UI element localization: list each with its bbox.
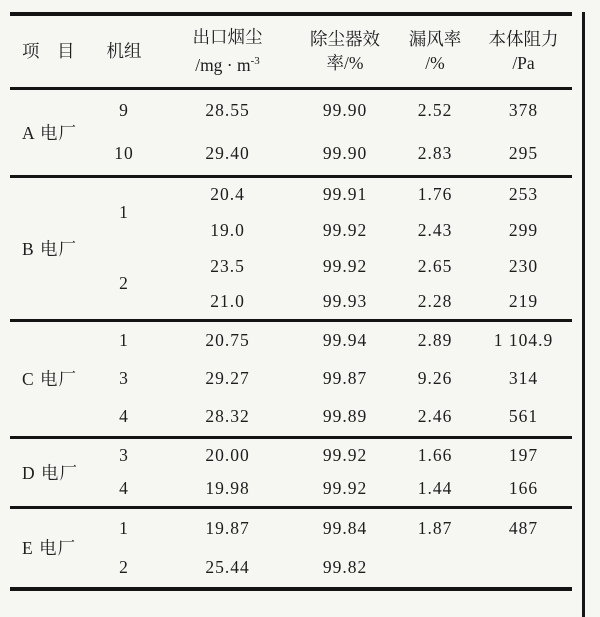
header-unit-label: 机组 bbox=[106, 41, 142, 62]
header-item bbox=[10, 14, 88, 88]
section-plant-c bbox=[10, 320, 572, 437]
table-row bbox=[10, 507, 572, 548]
resistance-cell bbox=[475, 548, 572, 589]
dust-cell: 21.0 bbox=[210, 290, 245, 311]
header-leak-rate-title: 漏风率 bbox=[408, 29, 462, 50]
dust-cell: 20.75 bbox=[160, 320, 295, 359]
resistance-cell: 230 bbox=[508, 255, 539, 276]
table-row bbox=[10, 320, 572, 359]
dust-cell: 25.44 bbox=[205, 557, 250, 577]
efficiency-cell: 99.92 bbox=[295, 437, 395, 472]
header-leak-rate bbox=[395, 14, 475, 88]
leak-cell: 1.76 bbox=[395, 176, 475, 212]
table-row bbox=[10, 472, 572, 507]
plant-emission-table bbox=[10, 12, 572, 591]
efficiency-cell: 99.87 bbox=[322, 368, 368, 388]
efficiency-cell: 99.89 bbox=[322, 406, 368, 427]
resistance-cell: 1 104.9 bbox=[475, 320, 572, 359]
table-row bbox=[10, 248, 572, 284]
section-plant-d bbox=[10, 437, 572, 507]
dust-cell: 29.40 bbox=[205, 142, 250, 163]
table-row bbox=[10, 359, 572, 398]
unit-cell: 9 bbox=[88, 88, 160, 132]
dust-cell: 28.55 bbox=[160, 88, 295, 132]
section-plant-a bbox=[10, 88, 572, 176]
header-outlet-dust-unit bbox=[160, 49, 295, 77]
unit-cell: 1 bbox=[88, 320, 160, 359]
table-header bbox=[10, 14, 572, 88]
table-row bbox=[10, 398, 572, 437]
efficiency-cell: 99.92 bbox=[322, 478, 368, 499]
leak-cell: 2.43 bbox=[417, 219, 453, 240]
dust-cell: 20.4 bbox=[160, 176, 295, 212]
plant-cell: C 电厂 bbox=[10, 320, 88, 437]
resistance-cell: 166 bbox=[508, 478, 539, 499]
table-row bbox=[10, 88, 572, 132]
table-row bbox=[10, 437, 572, 472]
header-item-label: 项 目 bbox=[22, 41, 75, 62]
unit-cell: 1 bbox=[88, 507, 160, 548]
leak-cell: 2.52 bbox=[395, 88, 475, 132]
resistance-cell: 561 bbox=[508, 406, 539, 427]
plant-cell: A 电厂 bbox=[10, 88, 88, 176]
resistance-cell: 314 bbox=[508, 368, 539, 388]
header-efficiency-title: 除尘器效 bbox=[310, 29, 380, 50]
dust-cell: 19.98 bbox=[205, 478, 250, 499]
unit-cell: 4 bbox=[119, 478, 129, 499]
resistance-cell: 253 bbox=[475, 176, 572, 212]
unit-cell: 3 bbox=[88, 437, 160, 472]
dust-cell: 19.0 bbox=[210, 219, 245, 240]
header-efficiency-unit: 率/% bbox=[326, 53, 364, 74]
header-resistance bbox=[475, 14, 572, 88]
unit-cell: 1 bbox=[88, 176, 160, 248]
dust-cell: 29.27 bbox=[205, 368, 250, 388]
leak-cell: 2.65 bbox=[417, 255, 453, 276]
section-plant-e bbox=[10, 507, 572, 589]
plant-cell: B 电厂 bbox=[10, 176, 88, 320]
outlet-dust-exponent: -3 bbox=[250, 55, 260, 68]
leak-cell bbox=[395, 548, 475, 589]
header-resistance-title: 本体阻力 bbox=[488, 29, 559, 50]
header-outlet-dust-title: 出口烟尘 bbox=[192, 27, 263, 48]
header-resistance-unit: /Pa bbox=[512, 53, 535, 74]
plant-cell: D 电厂 bbox=[10, 437, 88, 507]
leak-cell: 2.28 bbox=[417, 290, 453, 311]
efficiency-cell: 99.92 bbox=[322, 255, 368, 276]
efficiency-cell: 99.82 bbox=[322, 557, 368, 577]
leak-cell: 2.89 bbox=[395, 320, 475, 359]
efficiency-cell: 99.84 bbox=[295, 507, 395, 548]
header-leak-rate-unit: /% bbox=[425, 53, 445, 74]
resistance-cell: 487 bbox=[475, 507, 572, 548]
leak-cell: 9.26 bbox=[417, 368, 453, 388]
leak-cell: 2.46 bbox=[417, 406, 453, 427]
unit-cell: 2 bbox=[119, 557, 129, 577]
dust-cell: 28.32 bbox=[205, 406, 250, 427]
dust-cell: 20.00 bbox=[160, 437, 295, 472]
unit-cell: 3 bbox=[119, 368, 129, 388]
table-row bbox=[10, 176, 572, 212]
efficiency-cell: 99.94 bbox=[295, 320, 395, 359]
header-row bbox=[10, 14, 572, 88]
leak-cell: 2.83 bbox=[417, 142, 453, 163]
efficiency-cell: 99.91 bbox=[295, 176, 395, 212]
dust-cell: 23.5 bbox=[210, 255, 245, 276]
efficiency-cell: 99.92 bbox=[322, 219, 368, 240]
table-row bbox=[10, 132, 572, 176]
scan-edge-line bbox=[582, 12, 585, 617]
resistance-cell: 295 bbox=[508, 142, 539, 163]
plant-cell: E 电厂 bbox=[10, 507, 88, 589]
header-efficiency bbox=[295, 14, 395, 88]
resistance-cell: 378 bbox=[475, 88, 572, 132]
unit-cell: 2 bbox=[119, 272, 129, 293]
unit-cell: 4 bbox=[119, 406, 129, 427]
dust-cell: 19.87 bbox=[160, 507, 295, 548]
efficiency-cell: 99.90 bbox=[295, 88, 395, 132]
outlet-dust-unit-text: /mg · m bbox=[195, 55, 251, 76]
resistance-cell: 219 bbox=[508, 290, 539, 311]
table-row bbox=[10, 548, 572, 589]
resistance-cell: 299 bbox=[508, 219, 539, 240]
leak-cell: 1.87 bbox=[395, 507, 475, 548]
efficiency-cell: 99.93 bbox=[322, 290, 368, 311]
leak-cell: 1.44 bbox=[417, 478, 453, 499]
leak-cell: 1.66 bbox=[395, 437, 475, 472]
scanned-table-page bbox=[0, 12, 600, 617]
resistance-cell: 197 bbox=[475, 437, 572, 472]
unit-cell: 10 bbox=[114, 142, 134, 163]
efficiency-cell: 99.90 bbox=[322, 142, 368, 163]
header-unit bbox=[88, 14, 160, 88]
section-plant-b bbox=[10, 176, 572, 320]
header-outlet-dust bbox=[160, 14, 295, 88]
